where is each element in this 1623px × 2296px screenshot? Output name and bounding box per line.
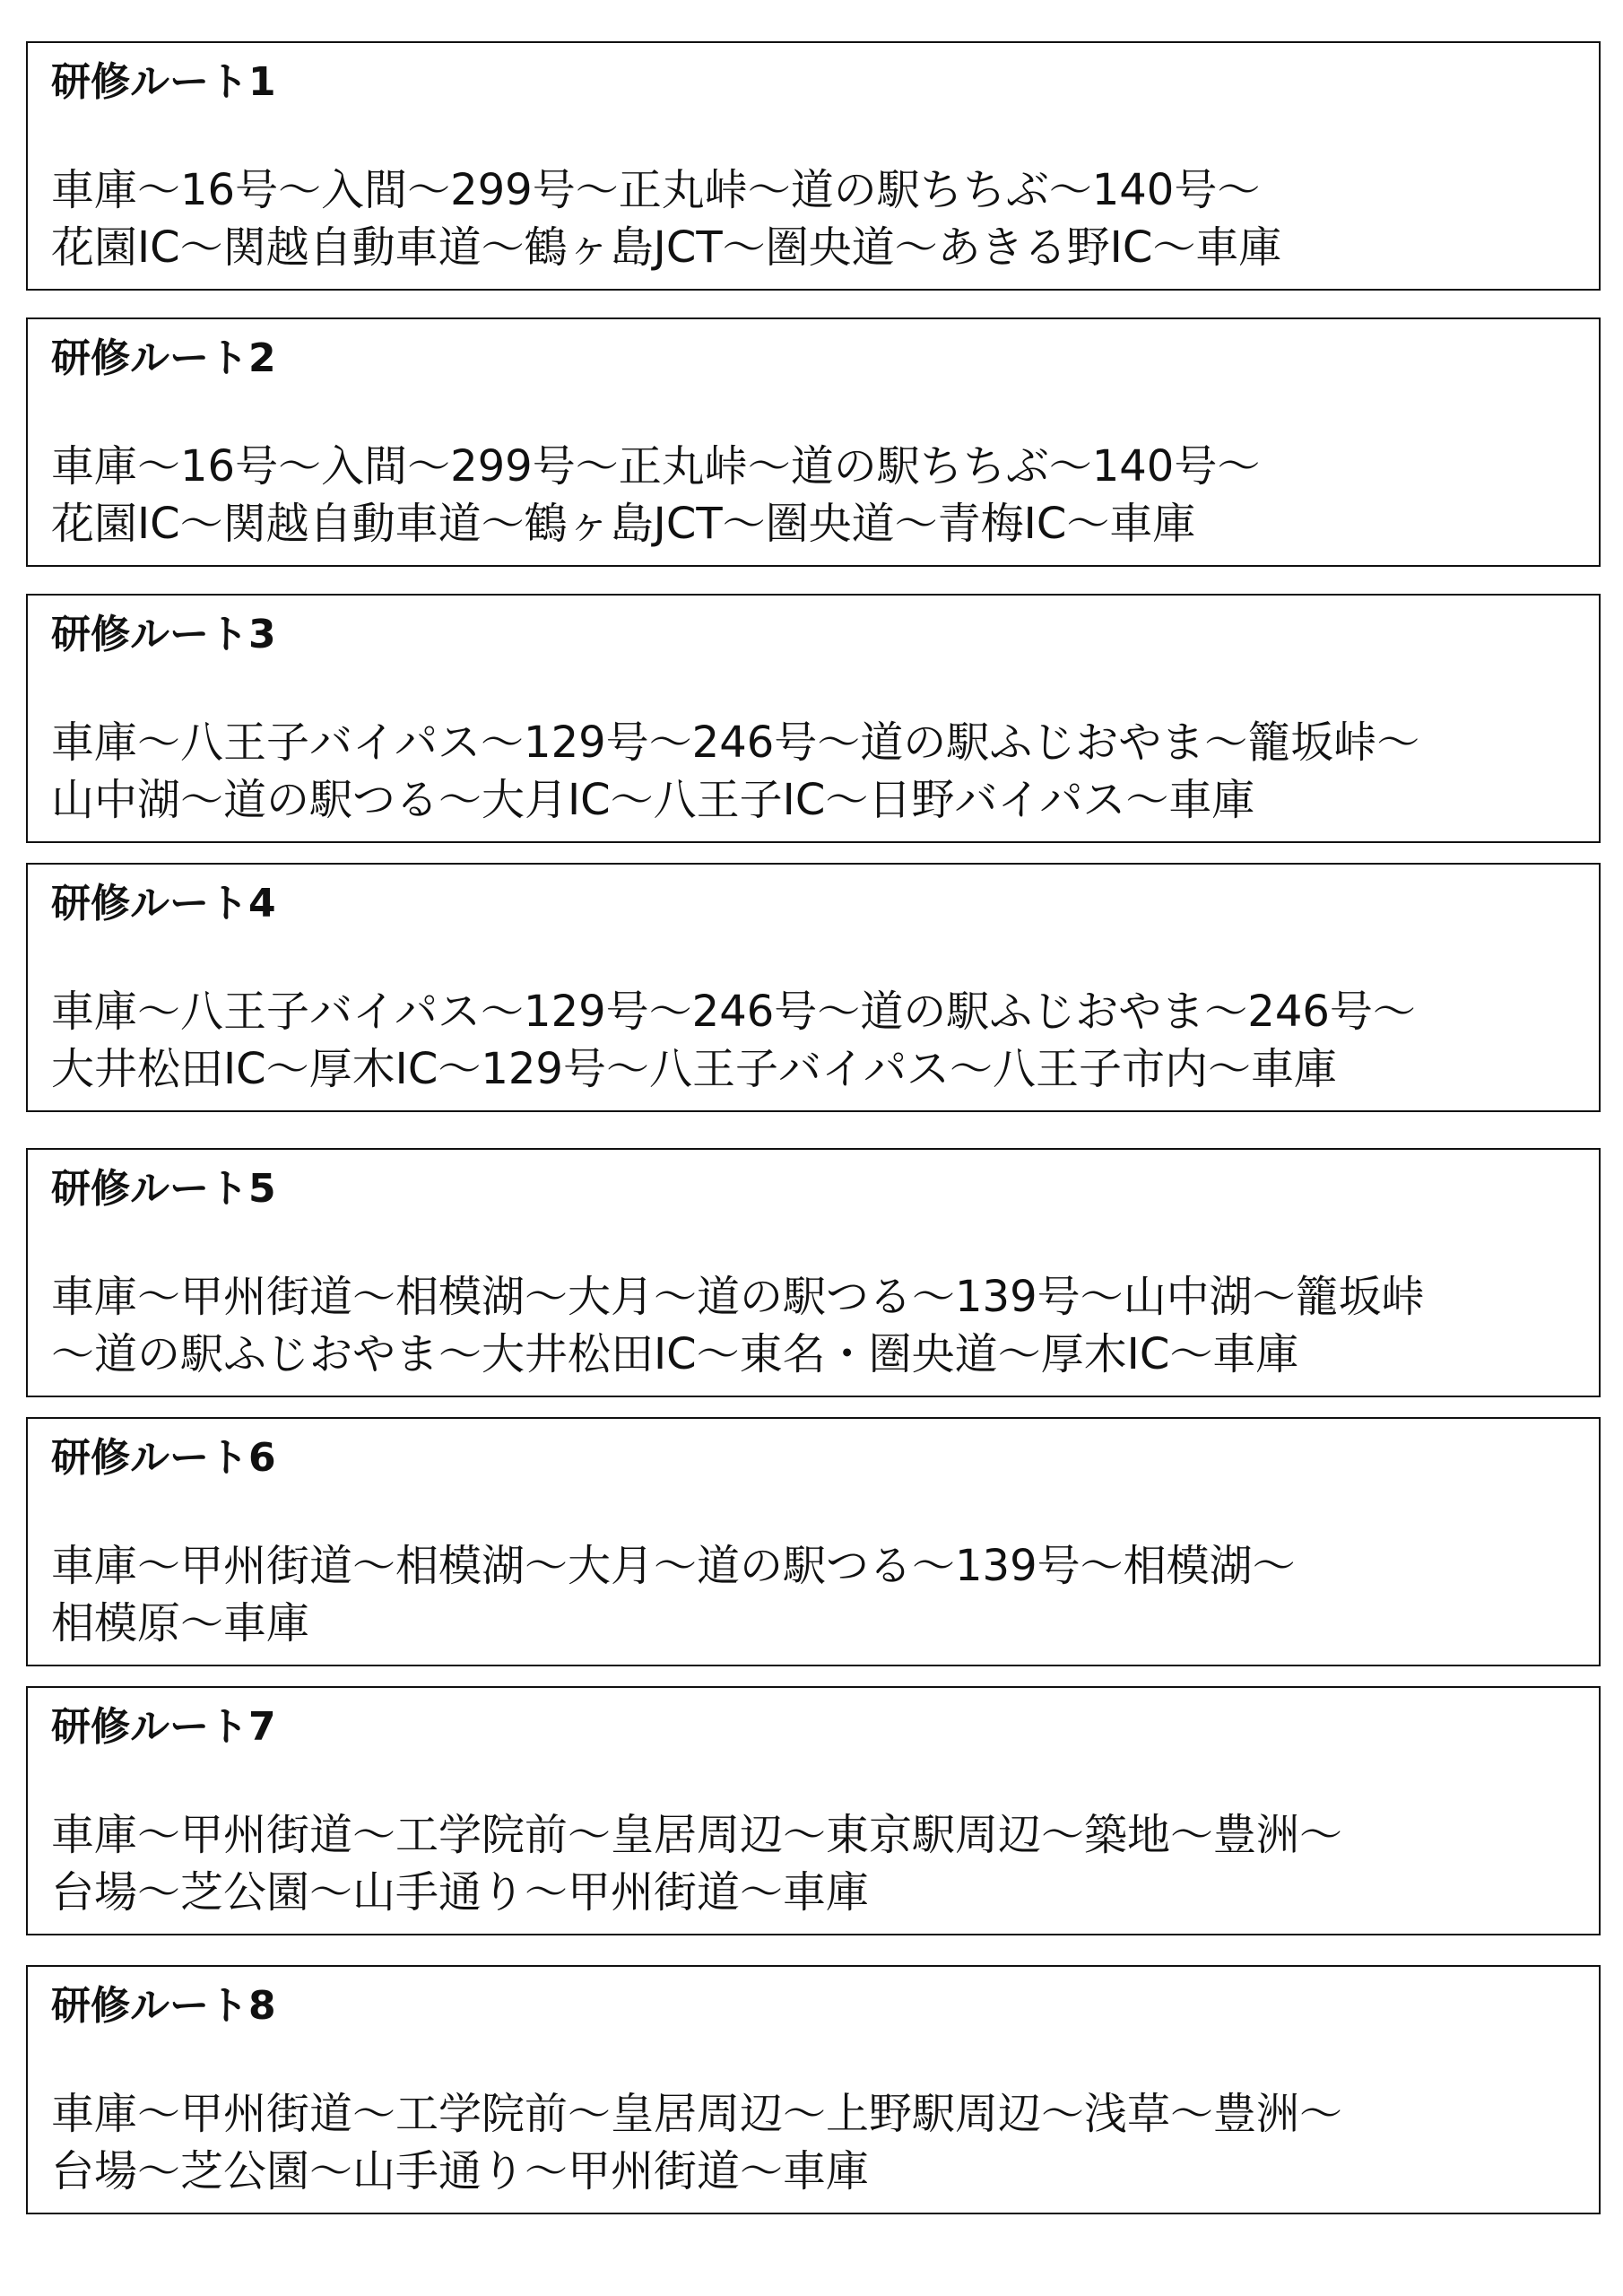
route-path-line-2: 大井松田IC〜厚木IC〜129号〜八王子バイパス〜八王子市内〜車庫	[51, 1044, 1338, 1094]
route-path	[51, 161, 1281, 276]
route-path-line-2: 台場〜芝公園〜山手通り〜甲州街道〜車庫	[51, 1867, 870, 1918]
route-title: 研修ルート7	[51, 1704, 276, 1750]
route-title: 研修ルート8	[51, 1983, 276, 2029]
route-path	[51, 1806, 1342, 1921]
route-box-6	[26, 1417, 1601, 1666]
route-title: 研修ルート3	[51, 612, 276, 657]
route-path-line-2: 花園IC〜関越自動車道〜鶴ヶ島JCT〜圏央道〜あきる野IC〜車庫	[51, 222, 1282, 273]
route-path	[51, 1268, 1425, 1383]
route-path-line-1: 車庫〜甲州街道〜相模湖〜大月〜道の駅つる〜139号〜山中湖〜籠坂峠	[51, 1272, 1425, 1322]
route-path	[51, 2085, 1342, 2200]
route-list	[26, 0, 1601, 2296]
route-box-4	[26, 863, 1601, 1112]
route-path	[51, 714, 1419, 829]
route-box-7	[26, 1686, 1601, 1935]
route-box-8	[26, 1965, 1601, 2214]
route-path-line-1: 車庫〜八王子バイパス〜129号〜246号〜道の駅ふじおやま〜246号〜	[51, 987, 1416, 1037]
route-path-line-1: 車庫〜八王子バイパス〜129号〜246号〜道の駅ふじおやま〜籠坂峠〜	[51, 718, 1420, 768]
route-path-line-1: 車庫〜16号〜入間〜299号〜正丸峠〜道の駅ちちぶ〜140号〜	[51, 441, 1261, 491]
route-box-5	[26, 1148, 1601, 1397]
route-path-line-1: 車庫〜甲州街道〜相模湖〜大月〜道の駅つる〜139号〜相模湖〜	[51, 1541, 1296, 1591]
route-path	[51, 438, 1260, 552]
route-box-3	[26, 594, 1601, 843]
route-path	[51, 1537, 1296, 1652]
route-title: 研修ルート4	[51, 881, 276, 926]
route-path	[51, 983, 1416, 1098]
route-title: 研修ルート2	[51, 335, 276, 381]
route-title: 研修ルート6	[51, 1435, 276, 1481]
route-box-2	[26, 317, 1601, 567]
route-box-1	[26, 41, 1601, 291]
route-path-line-1: 車庫〜甲州街道〜工学院前〜皇居周辺〜東京駅周辺〜築地〜豊洲〜	[51, 1810, 1343, 1860]
route-path-line-2: 花園IC〜関越自動車道〜鶴ヶ島JCT〜圏央道〜青梅IC〜車庫	[51, 499, 1196, 549]
route-title: 研修ルート5	[51, 1166, 276, 1212]
route-path-line-2: 相模原〜車庫	[51, 1598, 310, 1648]
route-path-line-1: 車庫〜16号〜入間〜299号〜正丸峠〜道の駅ちちぶ〜140号〜	[51, 165, 1261, 215]
route-path-line-2: 〜道の駅ふじおやま〜大井松田IC〜東名・圏央道〜厚木IC〜車庫	[51, 1329, 1299, 1379]
route-path-line-1: 車庫〜甲州街道〜工学院前〜皇居周辺〜上野駅周辺〜浅草〜豊洲〜	[51, 2089, 1343, 2139]
route-title: 研修ルート1	[51, 59, 276, 105]
route-path-line-2: 山中湖〜道の駅つる〜大月IC〜八王子IC〜日野バイパス〜車庫	[51, 775, 1255, 825]
route-path-line-2: 台場〜芝公園〜山手通り〜甲州街道〜車庫	[51, 2146, 870, 2196]
